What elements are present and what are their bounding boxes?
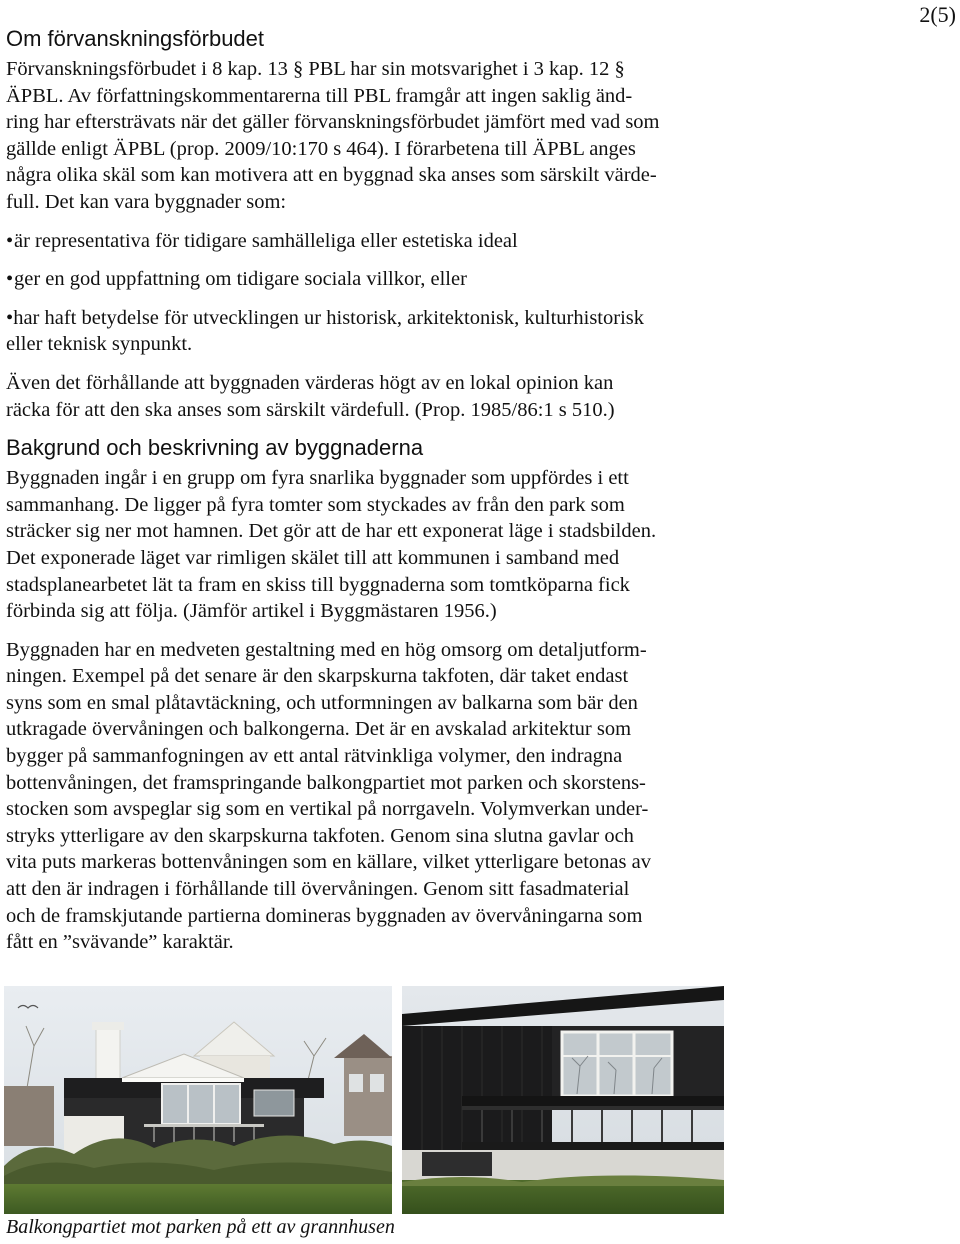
photo-row bbox=[4, 986, 724, 1214]
text-line: ring har eftersträvats när det gäller förvanskningsförbudet jämfört med vad som bbox=[6, 111, 660, 134]
text-line: ÄPBL. Av författningskommentarerna till PBL framgår att ingen saklig änd- bbox=[6, 84, 633, 107]
text-line: förbinda sig att följa. (Jämför artikel i Byggmästaren 1956.) bbox=[6, 600, 497, 623]
section-heading-forvanskning: Om förvanskningsförbudet bbox=[6, 26, 265, 51]
bullet-item bbox=[6, 228, 766, 255]
section-heading-bakgrund: Bakgrund och beskrivning av byggnaderna bbox=[6, 435, 424, 461]
bullet-text: är representativa för tidigare samhälleliga eller estetiska ideal bbox=[14, 229, 518, 252]
photo-caption: Balkongpartiet mot parken på ett av grannhusen bbox=[6, 1216, 395, 1238]
text-line: några olika skäl som kan motivera att en byggnad ska anses som särskilt värde- bbox=[6, 164, 657, 187]
text-line: stryks ytterligare av den skarpskurna takfoten. Genom sina slutna gavlar och bbox=[6, 824, 634, 847]
bullet-text: ger en god uppfattning om tidigare sociala villkor, eller bbox=[14, 268, 467, 291]
bullet-item bbox=[6, 266, 766, 293]
text-line: gällde enligt ÄPBL (prop. 2009/10:170 s 464). I förarbetena till ÄPBL anges bbox=[6, 137, 636, 160]
page-number: 2(5) bbox=[919, 2, 956, 27]
house-photo-right bbox=[402, 986, 724, 1214]
text-line: full. Det kan vara byggnader som: bbox=[6, 190, 287, 213]
text-line: räcka för att den ska anses som särskilt värdefull. (Prop. 1985/86:1 s 510.) bbox=[6, 398, 615, 421]
text-line: bottenvåningen, det framspringande balkongpartiet mot parken och skorstens- bbox=[6, 771, 646, 794]
text-line: Byggnaden ingår i en grupp om fyra snarlika byggnader som uppfördes i ett bbox=[6, 467, 629, 490]
text-line: och de framskjutande partierna domineras byggnaden av övervåningarna som bbox=[6, 904, 643, 927]
bullet-icon: • bbox=[6, 306, 14, 329]
text-line: vita puts markeras bottenvåningen som en källare, vilket ytterligare betonas av bbox=[6, 851, 651, 874]
text-line: stocken som avspeglar sig som en vertikal på norrgaveln. Volymverkan under- bbox=[6, 798, 649, 821]
closing-paragraph bbox=[6, 370, 766, 423]
background-paragraph-1 bbox=[6, 465, 766, 625]
document-body bbox=[6, 22, 766, 956]
house-photo-left bbox=[4, 986, 392, 1214]
text-line: Det exponerade läget var rimligen skälet till att kommunen i samband med bbox=[6, 546, 620, 569]
bullet-icon: • bbox=[6, 268, 14, 291]
bullet-icon: • bbox=[6, 229, 14, 252]
text-line: att den är indragen i förhållande till övervåningen. Genom sitt fasadmaterial bbox=[6, 878, 630, 901]
text-line: syns som en smal plåtavtäckning, och utformningen av balkarna som bär den bbox=[6, 691, 638, 714]
text-line: utkragade övervåningen och balkongerna. Det är en avskalad arkitektur som bbox=[6, 718, 632, 741]
text-line: fått en ”svävande” karaktär. bbox=[6, 931, 234, 954]
text-line: Även det förhållande att byggnaden värderas högt av en lokal opinion kan bbox=[6, 371, 614, 394]
text-line: Byggnaden har en medveten gestaltning med en hög omsorg om detaljutform- bbox=[6, 638, 647, 661]
intro-paragraph bbox=[6, 56, 766, 216]
text-line: Förvanskningsförbudet i 8 kap. 13 § PBL har sin motsvarighet i 3 kap. 12 § bbox=[6, 58, 625, 80]
background-paragraph-2 bbox=[6, 637, 766, 956]
text-line: bygger på sammanfogningen av ett antal rätvinkliga volymer, den indragna bbox=[6, 745, 623, 768]
text-line: sträcker sig ner mot hamnen. Det gör att de har ett exponerat läge i stadsbilden. bbox=[6, 520, 657, 543]
text-line: sammanhang. De ligger på fyra tomter som styckades av från den park som bbox=[6, 493, 625, 516]
bullet-text: har haft betydelse för utvecklingen ur historisk, arkitektonisk, kulturhistorisk bbox=[13, 306, 645, 329]
text-line: stadsplanearbetet lät ta fram en skiss till byggnaderna som tomtköparna fick bbox=[6, 573, 630, 596]
bullet-text: eller teknisk synpunkt. bbox=[6, 333, 193, 356]
bullet-item bbox=[6, 305, 766, 358]
text-line: ningen. Exempel på det senare är den skarpskurna takfoten, där taket endast bbox=[6, 665, 629, 688]
